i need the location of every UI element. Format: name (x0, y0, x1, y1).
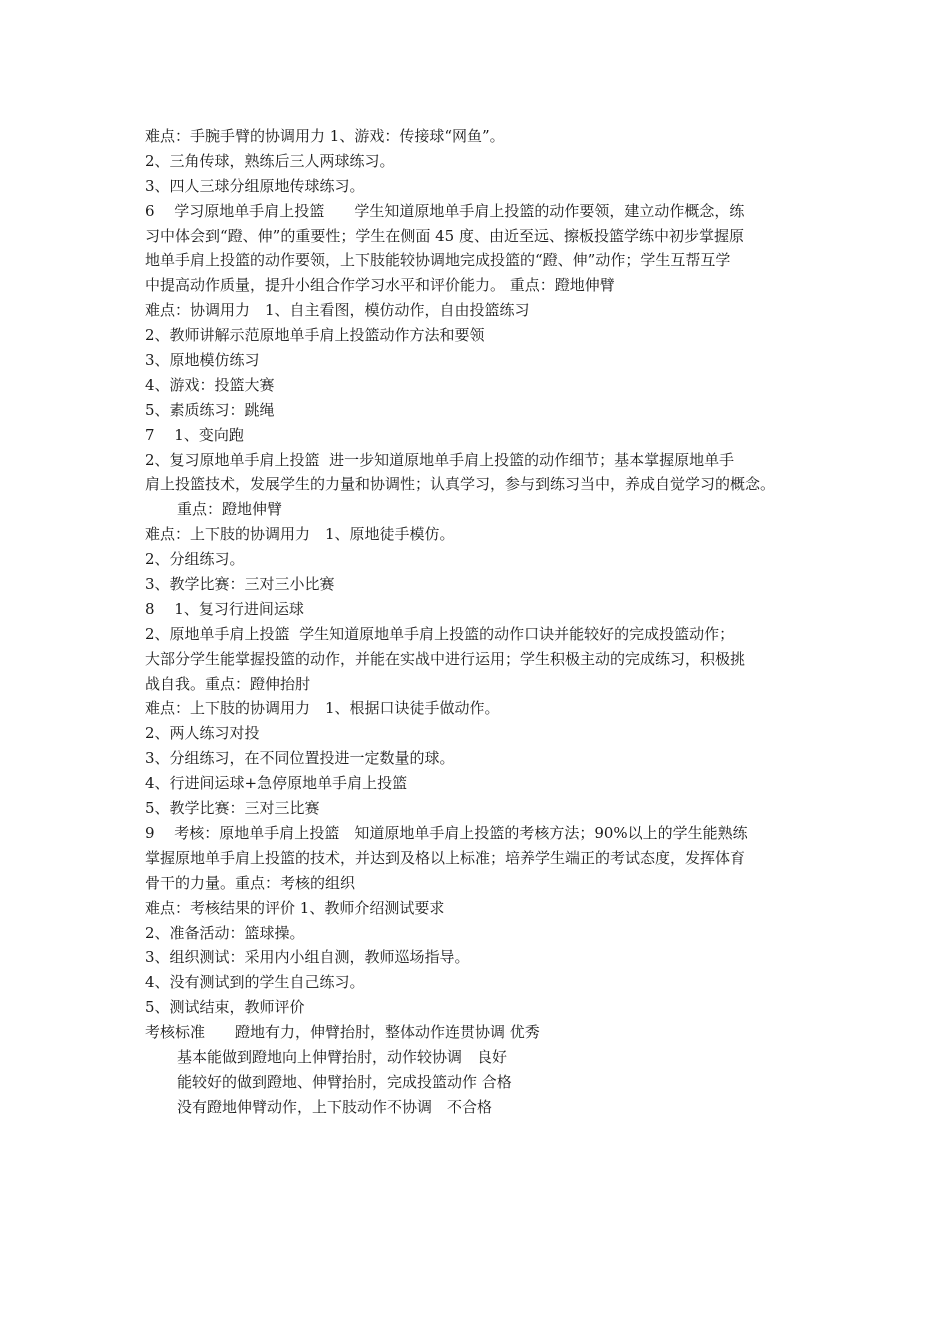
text-line: 难点：上下肢的协调用力 1、原地徒手模仿。 (145, 525, 455, 544)
text-line: 8 1、复习行进间运球 (145, 599, 304, 618)
text-line: 没有蹬地伸臂动作，上下肢动作不协调 不合格 (177, 1097, 493, 1116)
text-line: 难点：考核结果的评价 1、教师介绍测试要求 (145, 898, 445, 917)
text-line: 4、游戏：投篮大赛 (145, 375, 275, 394)
text-line: 7 1、变向跑 (145, 425, 244, 444)
text-line: 3、分组练习，在不同位置投进一定数量的球。 (145, 749, 455, 768)
text-line: 5、测试结束，教师评价 (145, 998, 305, 1017)
text-line: 4、行进间运球+急停原地单手肩上投篮 (145, 774, 408, 793)
text-line: 重点：蹬地伸臂 (177, 500, 283, 519)
text-line: 4、没有测试到的学生自己练习。 (145, 973, 365, 992)
text-line: 3、四人三球分组原地传球练习。 (145, 176, 365, 195)
text-line: 难点：协调用力 1、自主看图，模仿动作，自由投篮练习 (145, 301, 530, 320)
text-line: 9 考核：原地单手肩上投篮 知道原地单手肩上投篮的考核方法；90%以上的学生能熟练 (145, 823, 748, 842)
text-line: 战自我。重点：蹬伸抬肘 (145, 674, 311, 693)
text-line: 2、教师讲解示范原地单手肩上投篮动作方法和要领 (145, 326, 485, 345)
text-line: 掌握原地单手肩上投篮的技术，并达到及格以上标准；培养学生端正的考试态度，发挥体育 (145, 848, 746, 867)
text-line: 2、原地单手肩上投篮 学生知道原地单手肩上投篮的动作口诀并能较好的完成投篮动作； (145, 624, 735, 643)
text-line: 地单手肩上投篮的动作要领，上下肢能较协调地完成投篮的“蹬、伸”动作；学生互帮互学 (145, 251, 731, 270)
text-line: 大部分学生能掌握投篮的动作，并能在实战中进行运用；学生积极主动的完成练习，积极挑 (145, 649, 746, 668)
text-line: 6 学习原地单手肩上投篮 学生知道原地单手肩上投篮的动作要领，建立动作概念，练 (145, 201, 745, 220)
text-line: 2、准备活动：篮球操。 (145, 923, 305, 942)
text-line: 3、组织测试：采用内小组自测，教师巡场指导。 (145, 948, 470, 967)
text-line: 难点：手腕手臂的协调用力 1、游戏：传接球“网鱼”。 (145, 127, 505, 145)
text-line: 2、三角传球，熟练后三人两球练习。 (145, 151, 395, 170)
text-line: 中提高动作质量，提升小组合作学习水平和评价能力。 重点：蹬地伸臂 (145, 276, 615, 295)
text-line: 肩上投篮技术，发展学生的力量和协调性；认真学习，参与到练习当中，养成自觉学习的概念。 (145, 475, 776, 494)
text-line: 习中体会到“蹬、伸”的重要性；学生在侧面 45 度、由近至远、擦板投篮学练中初步掌握原 (145, 226, 744, 245)
text-line: 难点：上下肢的协调用力 1、根据口诀徒手做动作。 (145, 699, 500, 718)
text-line: 3、原地模仿练习 (145, 351, 260, 370)
text-line: 2、分组练习。 (145, 550, 245, 569)
document-body (145, 124, 825, 1120)
text-line: 骨干的力量。重点：考核的组织 (145, 873, 356, 892)
text-line: 基本能做到蹬地向上伸臂抬肘，动作较协调 良好 (177, 1047, 508, 1066)
text-line: 5、素质练习：跳绳 (145, 400, 275, 419)
text-line: 2、两人练习对投 (145, 724, 260, 743)
text-line: 2、复习原地单手肩上投篮 进一步知道原地单手肩上投篮的动作细节；基本掌握原地单手 (145, 450, 735, 469)
text-line: 5、教学比赛：三对三比赛 (145, 799, 320, 818)
text-line: 考核标准 蹬地有力，伸臂抬肘，整体动作连贯协调 优秀 (145, 1023, 540, 1042)
text-line: 3、教学比赛：三对三小比赛 (145, 575, 335, 594)
text-line: 能较好的做到蹬地、伸臂抬肘，完成投篮动作 合格 (177, 1072, 512, 1091)
